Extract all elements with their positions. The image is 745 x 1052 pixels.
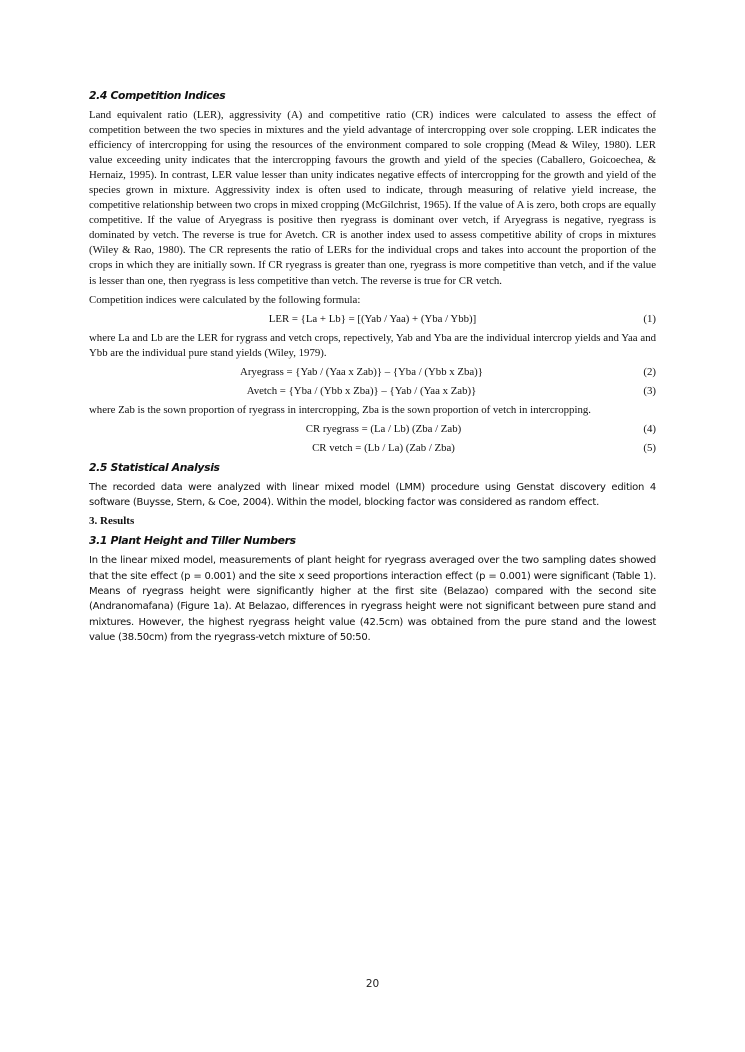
equation-4 (89, 422, 656, 437)
equation-1-number: (1) (643, 312, 656, 325)
equation-1 (89, 312, 656, 327)
section-2-5-heading: 2.5 Statistical Analysis (89, 460, 220, 474)
section-2-4-paragraph-4: where Zab is the sown proportion of ryegrass in intercropping, Zba is the sown proportion of vetch in intercropping. (89, 403, 591, 416)
equation-3-number: (3) (643, 384, 656, 397)
equation-2-number: (2) (643, 365, 656, 378)
equation-4-text: CR ryegrass = (La / Lb) (Zba / Zab) (305, 422, 462, 435)
equation-2 (89, 365, 656, 380)
section-2-4-heading: 2.4 Competition Indices (89, 89, 226, 102)
equation-1-text: LER = {La + Lb} = [(Yab / Yaa) + (Yba / Ybb)] (268, 312, 477, 325)
section-3-heading: 3. Results (89, 515, 135, 528)
page-body (89, 88, 656, 649)
section-2-4-paragraph-2: Competition indices were calculated by the following formula: (89, 293, 361, 306)
equation-4-number: (4) (643, 422, 656, 435)
equation-3-text: Avetch = {Yba / (Ybb x Zba)} – {Yab / (Yaa x Zab)} (246, 384, 477, 397)
equation-5-text: CR vetch = (Lb / La) (Zab / Zba) (312, 441, 455, 454)
section-3-1-paragraph: In the linear mixed model, measurements of plant height for ryegrass averaged over the two sampling dates showed that the site effect (p = 0.001) and the site x seed proportions interaction effect (p = 0.001) were significant (Table 1). Means of ryegrass height were significantly higher at the first site (Belazao) compared with the second site (Andranomafana) (Figure 1a). At Belazao, differences in ryegrass height were not significant between pure stand and mixtures. However, the highest ryegrass height value (42.5cm) was obtained from the pure stand and the lowest value (38.50cm) from the ryegrass-vetch mixture of 50:50. (89, 555, 656, 643)
section-2-4-paragraph-1: Land equivalent ratio (LER), aggressivity (A) and competitive ratio (CR) indices were calculated to assess the effect of competition between the two species in mixtures and the yield advantage of intercropping over sole cropping. LER indicates the efficiency of intercropping for using the resources of the environment compared to sole cropping (Mead & Wiley, 1980). LER value exceeding unity indicates that the intercropping favours the growth and yield of the species (Caballero, Goicoechea, & Hernaiz, 1995). In contrast, LER value lesser than unity indicates negative effects of intercropping for the growth and yield of the species grown in mixture. Aggressivity index is often used to indicate, through measuring of relative yield increase, the competitive relationship between two crops in mixed cropping (McGilchrist, 1965). If the value of A is zero, both crops are equally competitive. If the value of Aryegrass is positive then ryegrass is dominant over vetch, if Aryegrass is negative, ryegrass is dominated by vetch. The reverse is true for Avetch. CR is another index used to assess competitive ability of crops in mixtures (Wiley & Rao, 1980). The CR represents the ratio of LERs for the individual crops and takes into account the proportion of the crops in which they are initially sown. If CR ryegrass is greater than one, ryegrass is more competitive than vetch, and if the value is lesser than one, then ryegrass is less competitive than vetch. The reverse is true for CR vetch. (89, 109, 656, 287)
equation-5-number: (5) (643, 441, 656, 454)
equation-2-text: Aryegrass = {Yab / (Yaa x Zab)} – {Yba / (Ybb x Zba)} (240, 365, 483, 378)
section-2-5-paragraph: The recorded data were analyzed with linear mixed model (LMM) procedure using Genstat discovery edition 4 software (Buysse, Stern, & Coe, 2004). Within the model, blocking factor was considered as random effect. (89, 481, 656, 509)
section-3-1-heading: 3.1 Plant Height and Tiller Numbers (89, 534, 296, 548)
page-number: 20 (365, 978, 380, 990)
section-2-4-paragraph-3: where La and Lb are the LER for rygrass and vetch crops, repectively, Yab and Yba are the individual intercrop yields and Yaa and Ybb are the individual pure stand yields (Wiley, 1979). (89, 331, 656, 359)
equation-5 (89, 441, 656, 456)
equation-3 (89, 384, 656, 399)
